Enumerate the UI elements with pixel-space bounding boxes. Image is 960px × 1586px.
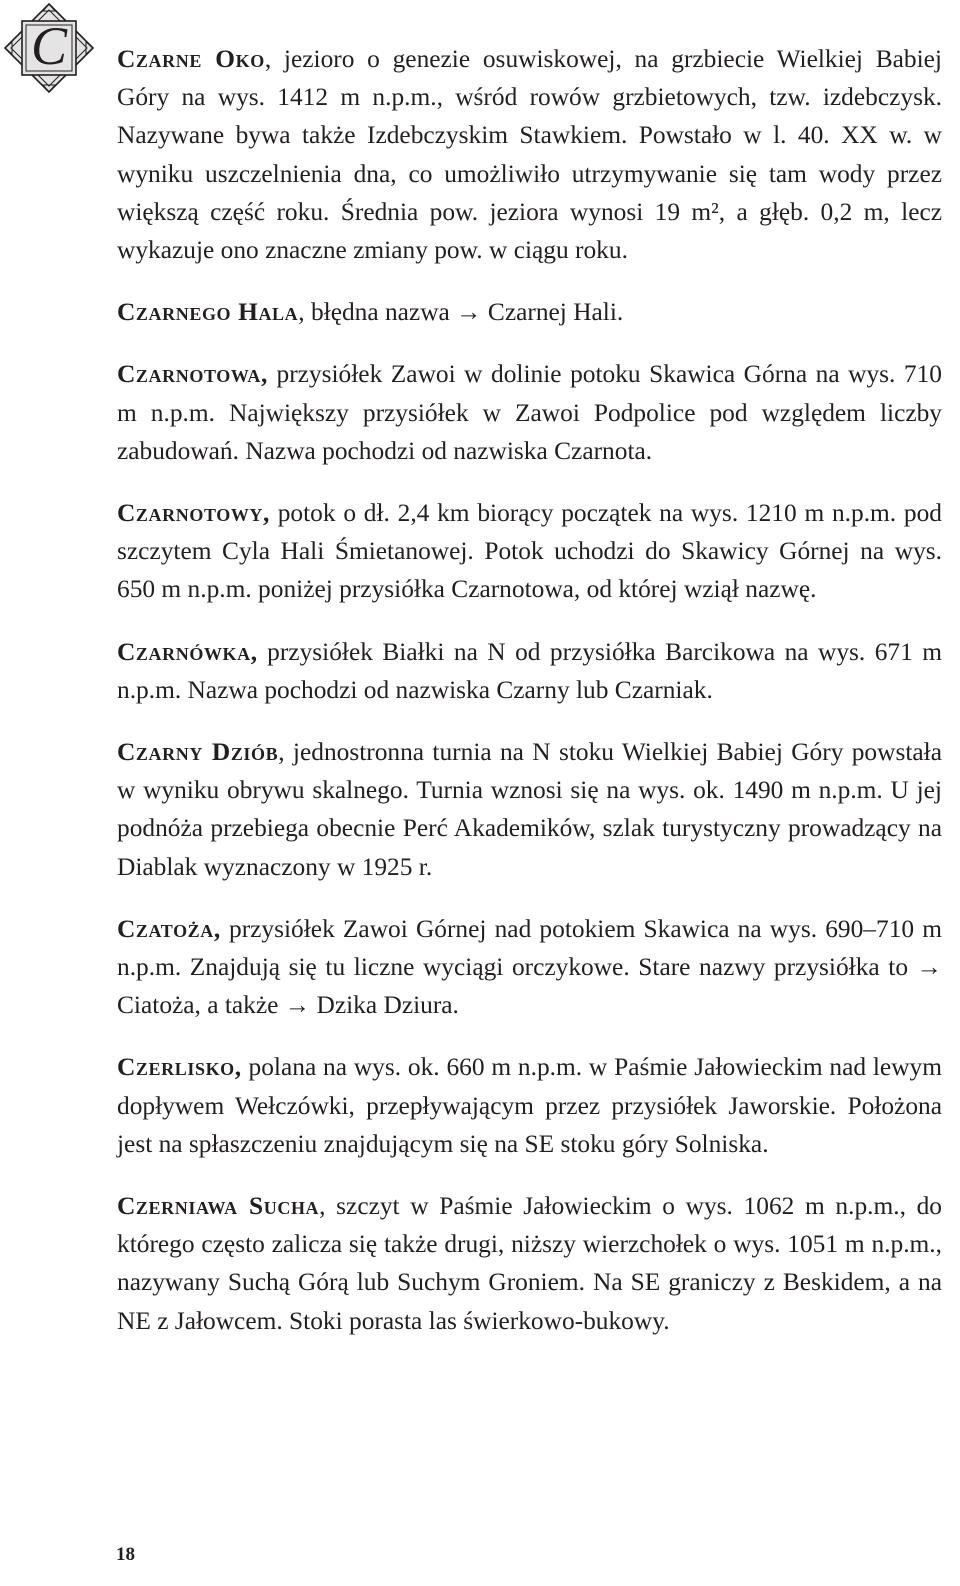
- entry-czarnego-hala: [117, 293, 942, 331]
- entry-text: , jednostronna turnia na N stoku Wielkiej Babiej Góry powstała w wyniku obrywu skalnego. Turnia wznosi się na wys. ok. 1490 m n.p.m. U jej podnóża przebiega obecnie Perć Akademików, szlak turystyczny prowadzący na Diablak wyznaczony w 1925 r.: [117, 738, 942, 881]
- entry-text: przysiółek Zawoi w dolinie potoku Skawica Górna na wys. 710 m n.p.m. Największy przysiółek w Zawoi Podpolice pod względem liczby zabudowań. Nazwa pochodzi od nazwiska Czarnota.: [117, 360, 942, 465]
- entry-czarnotowy: [117, 494, 942, 609]
- entry-text: , szczyt w Paśmie Jałowieckim o wys. 1062 m n.p.m., do którego często zalicza się także drugi, niższy wierzchołek o wys. 1051 m n.p.m., nazywany Suchą Górą lub Suchym Groniem. Na SE graniczy z Beskidem, a na NE z Jałowcem. Stoki porasta las świerkowo-bukowy.: [117, 1192, 943, 1335]
- section-letter: C: [30, 16, 68, 76]
- entry-term: Czerlisko,: [117, 1053, 242, 1082]
- entry-czarne-oko: [117, 40, 942, 269]
- entry-term: Czarne Oko: [117, 45, 265, 73]
- entry-term: Czatoża,: [117, 914, 221, 943]
- section-letter-badge: [2, 2, 96, 94]
- entry-term: Czarnówka,: [117, 637, 258, 666]
- entry-czarnotowa: [117, 355, 942, 470]
- entry-text: , błędna nazwa → Czarnej Hali.: [298, 298, 624, 327]
- entry-text: , jezioro o genezie osuwiskowej, na grzbiecie Wielkiej Babiej Góry na wys. 1412 m n.p.m., wśród rowów grzbietowych, tzw. izdebczysk. Nazywane bywa także Izdebczyskim Stawkiem. Powstało w l. 40. XX w. w wyniku uszczelnienia dna, co umożliwiło utrzymywanie się tam wody przez większą część roku. Średnia pow. jeziora wynosi 19 m², a głęb. 0,2 m, lecz wykazuje ono znaczne zmiany pow. w ciągu roku.: [117, 45, 942, 265]
- entry-term: Czarny Dziób: [117, 738, 279, 767]
- entry-czarnowka: [117, 633, 942, 709]
- entry-text: polana na wys. ok. 660 m n.p.m. w Paśmie Jałowieckim nad lewym dopływem Wełczówki, przepływającym przez przysiółek Jaworskie. Położona jest na spłaszczeniu znajdującym się na SE stoku góry Solniska.: [117, 1053, 942, 1158]
- entry-text: przysiółek Zawoi Górnej nad potokiem Skawica na wys. 690–710 m n.p.m. Znajdują się tu liczne wyciągi orczykowe. Stare nazwy przysiółka to → Ciatoża, a także → Dzika Dziura.: [117, 914, 942, 1020]
- entry-czatoza: [117, 910, 942, 1025]
- entry-czarny-dziob: [117, 733, 942, 886]
- entry-text: przysiółek Białki na N od przysiółka Barcikowa na wys. 671 m n.p.m. Nazwa pochodzi od nazwiska Czarny lub Czarniak.: [117, 637, 942, 704]
- entry-czerniawa-sucha: [117, 1187, 942, 1340]
- entry-term: Czarnotowa,: [117, 360, 268, 389]
- dictionary-entries: [117, 40, 942, 1364]
- entry-text: potok o dł. 2,4 km biorący początek na wys. 1210 m n.p.m. pod szczytem Cyla Hali Śmietanowej. Potok uchodzi do Skawicy Górnej na wys. 650 m n.p.m. poniżej przysiółka Czarnotowa, od której wziął nazwę.: [117, 499, 942, 604]
- entry-term: Czarnotowy,: [117, 499, 270, 528]
- page-number: 18: [116, 1544, 135, 1565]
- entry-czerlisko: [117, 1048, 942, 1163]
- entry-term: Czerniawa Sucha: [117, 1192, 320, 1221]
- entry-term: Czarnego Hala: [117, 298, 299, 327]
